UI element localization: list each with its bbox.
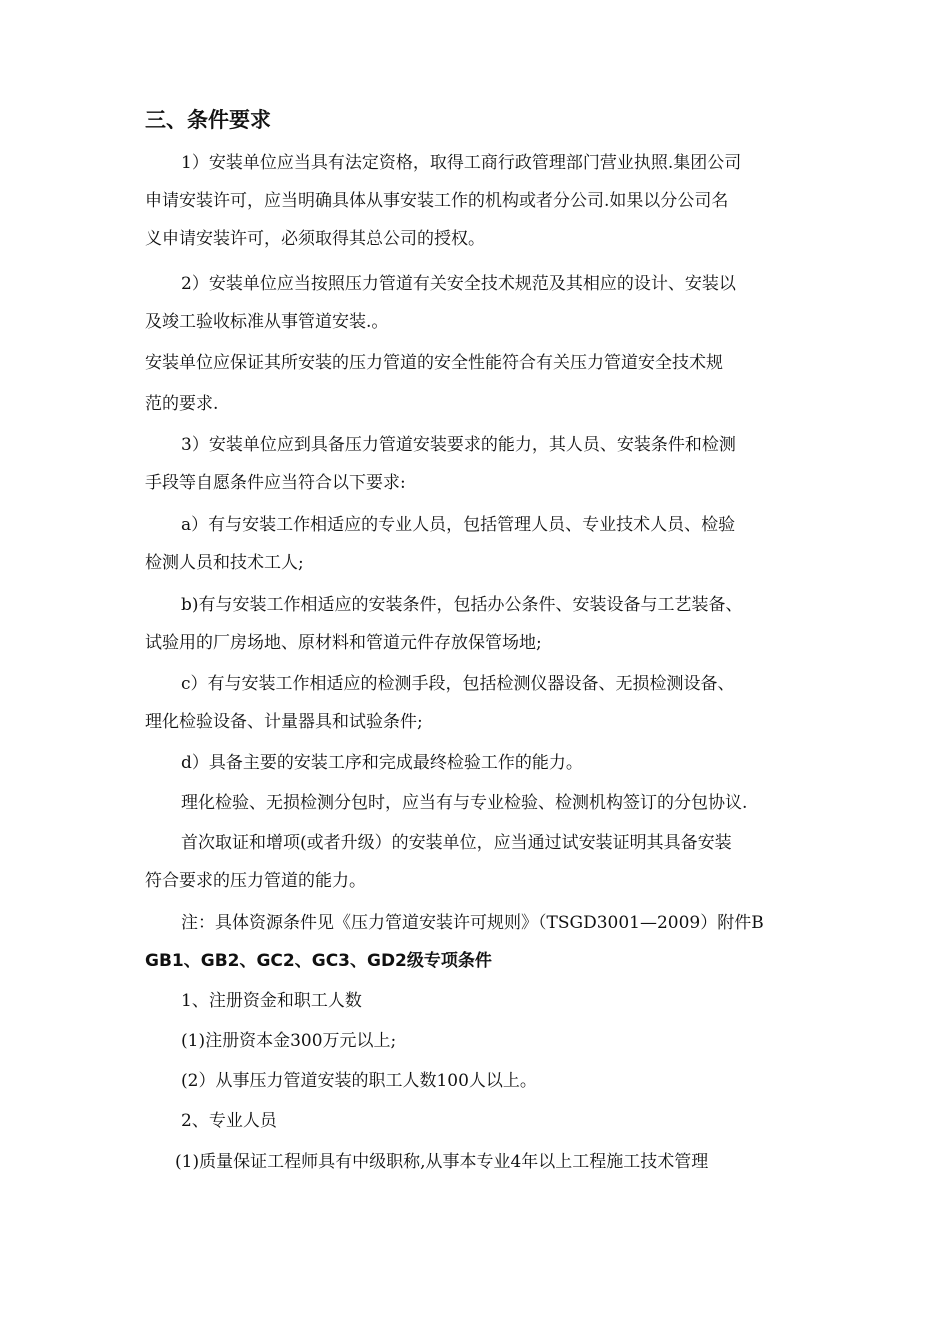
- paragraph-line: 理化检验设备、计量器具和试验条件;: [145, 712, 423, 732]
- list-heading: 1、注册资金和职工人数: [181, 991, 362, 1011]
- paragraph-line: a）有与安装工作相适应的专业人员，包括管理人员、专业技术人员、检验: [181, 515, 736, 535]
- paragraph-line: 3）安装单位应到具备压力管道安装要求的能力，其人员、安装条件和检测: [181, 435, 736, 455]
- paragraph-line: 手段等自愿条件应当符合以下要求:: [145, 473, 406, 493]
- paragraph-line: c）有与安装工作相适应的检测手段，包括检测仪器设备、无损检测设备、: [181, 674, 735, 694]
- paragraph-line: 及竣工验收标准从事管道安装.。: [145, 312, 389, 332]
- paragraph-line: 2）安装单位应当按照压力管道有关安全技术规范及其相应的设计、安装以: [181, 274, 736, 294]
- section-title: 三、条件要求: [145, 108, 271, 132]
- paragraph-line: 义申请安装许可，必须取得其总公司的授权。: [145, 229, 485, 249]
- paragraph-line: 1）安装单位应当具有法定资格，取得工商行政管理部门营业执照.集团公司: [181, 153, 742, 173]
- paragraph-line: 范的要求.: [145, 394, 219, 414]
- note-line: 注：具体资源条件见《压力管道安装许可规则》（TSGD3001—2009）附件B: [181, 913, 764, 933]
- paragraph-line: 试验用的厂房场地、原材料和管道元件存放保管场地;: [145, 633, 542, 653]
- paragraph-line: b)有与安装工作相适应的安装条件，包括办公条件、安装设备与工艺装备、: [181, 595, 743, 615]
- paragraph-line: 理化检验、无损检测分包时，应当有与专业检验、检测机构签订的分包协议.: [181, 793, 748, 813]
- paragraph-line: 符合要求的压力管道的能力。: [145, 871, 366, 891]
- list-item: (2）从事压力管道安装的职工人数100人以上。: [181, 1071, 537, 1091]
- paragraph-line: 检测人员和技术工人;: [145, 553, 304, 573]
- list-heading: 2、专业人员: [181, 1111, 277, 1131]
- paragraph-line: 申请安装许可，应当明确具体从事安装工作的机构或者分公司.如果以分公司名: [145, 191, 729, 211]
- paragraph-line: 首次取证和增项(或者升级）的安装单位，应当通过试安装证明其具备安装: [181, 833, 732, 853]
- list-item: (1)注册资本金300万元以上;: [181, 1031, 397, 1051]
- paragraph-line: d）具备主要的安装工序和完成最终检验工作的能力。: [181, 753, 583, 773]
- paragraph-line: 安装单位应保证其所安装的压力管道的安全性能符合有关压力管道安全技术规: [145, 353, 723, 373]
- list-item: (1)质量保证工程师具有中级职称,从事本专业4年以上工程施工技术管理: [175, 1152, 709, 1172]
- subsection-title: GB1、GB2、GC2、GC3、GD2级专项条件: [145, 951, 492, 971]
